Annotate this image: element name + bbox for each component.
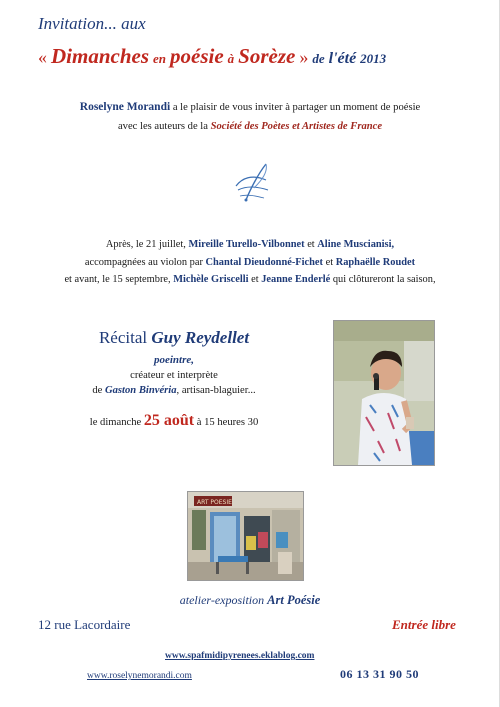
violinist-dieudonne: Chantal Dieudonné-Fichet: [205, 256, 323, 268]
program-line-3: [0, 271, 500, 289]
recital-artist: Guy Reydellet: [151, 328, 250, 347]
event-title: [38, 44, 386, 69]
program-l3-e: qui clôtureront la saison,: [330, 274, 436, 285]
intro-text-1: a le plaisir de vous inviter à partager un moment de poésie: [170, 102, 421, 113]
program-l2-a: accompagnées au violon par: [84, 256, 206, 268]
artist-character: [44, 385, 304, 396]
program-line-1: [0, 236, 500, 254]
recital-date: [44, 412, 304, 430]
title-en: en: [153, 51, 167, 66]
artist-photo: [333, 320, 435, 466]
title-dimanches: Dimanches: [51, 44, 150, 68]
date-prefix: le dimanche: [89, 417, 144, 428]
venue-address: 12 rue Lacordaire: [38, 617, 131, 632]
society-name: Société des Poètes et Artistes de France: [210, 121, 383, 132]
recital-title: [44, 328, 304, 348]
recital-label: Récital: [98, 328, 152, 347]
open-quote: «: [38, 47, 47, 67]
character-name: Gaston Binvéria: [104, 385, 177, 396]
poet-griscelli: Michèle Griscelli: [173, 274, 249, 285]
close-quote: »: [299, 47, 309, 67]
date-day: 25 août: [143, 412, 195, 429]
program-line-2: [0, 254, 500, 272]
host-name: Roselyne Morandi: [79, 101, 171, 113]
invitation-heading: Invitation... aux: [38, 14, 146, 33]
title-year: 2013: [360, 51, 387, 66]
intro-line-1: [0, 99, 500, 116]
svg-text:ART POESIE: ART POESIE: [197, 499, 232, 506]
program-text: [0, 236, 500, 289]
quill-logo: [232, 160, 274, 208]
artist-character-prefix: de: [92, 385, 105, 396]
intro-line-2: [0, 118, 500, 135]
program-l1-a: Après, le 21 juillet,: [105, 239, 189, 250]
intro-text-2: avec les auteurs de la: [117, 121, 211, 132]
program-l2-c: et: [323, 256, 336, 268]
blog-link[interactable]: www.spafmidipyrenees.eklablog.com: [165, 651, 315, 661]
title-ete: l'été: [328, 50, 357, 67]
title-poesie: poésie: [170, 44, 224, 68]
atelier-line: [0, 593, 500, 608]
poet-muscianisi: Aline Muscianisi,: [317, 239, 395, 250]
artist-character-suffix: , artisan-blaguier...: [176, 385, 256, 396]
title-de: de: [312, 51, 325, 66]
program-l3-c: et: [248, 274, 262, 285]
recital-block: [44, 328, 304, 430]
atelier-name: Art Poésie: [267, 593, 321, 607]
poet-turello: Mireille Turello-Vilbonnet: [188, 239, 305, 250]
artist-description: créateur et interprète: [130, 370, 218, 381]
free-entry: Entrée libre: [392, 617, 456, 632]
phone-number: 06 13 31 90 50: [340, 667, 419, 681]
program-l1-c: et: [304, 239, 318, 250]
atelier-label: atelier-exposition: [179, 593, 268, 607]
website-link[interactable]: www.roselynemorandi.com: [87, 671, 192, 681]
poet-enderle: Jeanne Enderlé: [261, 274, 331, 285]
title-a: à: [227, 51, 235, 66]
title-soreze: Sorèze: [238, 44, 296, 68]
date-time: à 15 heures 30: [194, 417, 259, 428]
violinist-roudet: Raphaëlle Roudet: [335, 256, 416, 268]
gallery-photo: [187, 491, 304, 581]
artist-role: poeintre,: [153, 354, 195, 366]
program-l3-a: et avant, le 15 septembre,: [64, 274, 174, 285]
